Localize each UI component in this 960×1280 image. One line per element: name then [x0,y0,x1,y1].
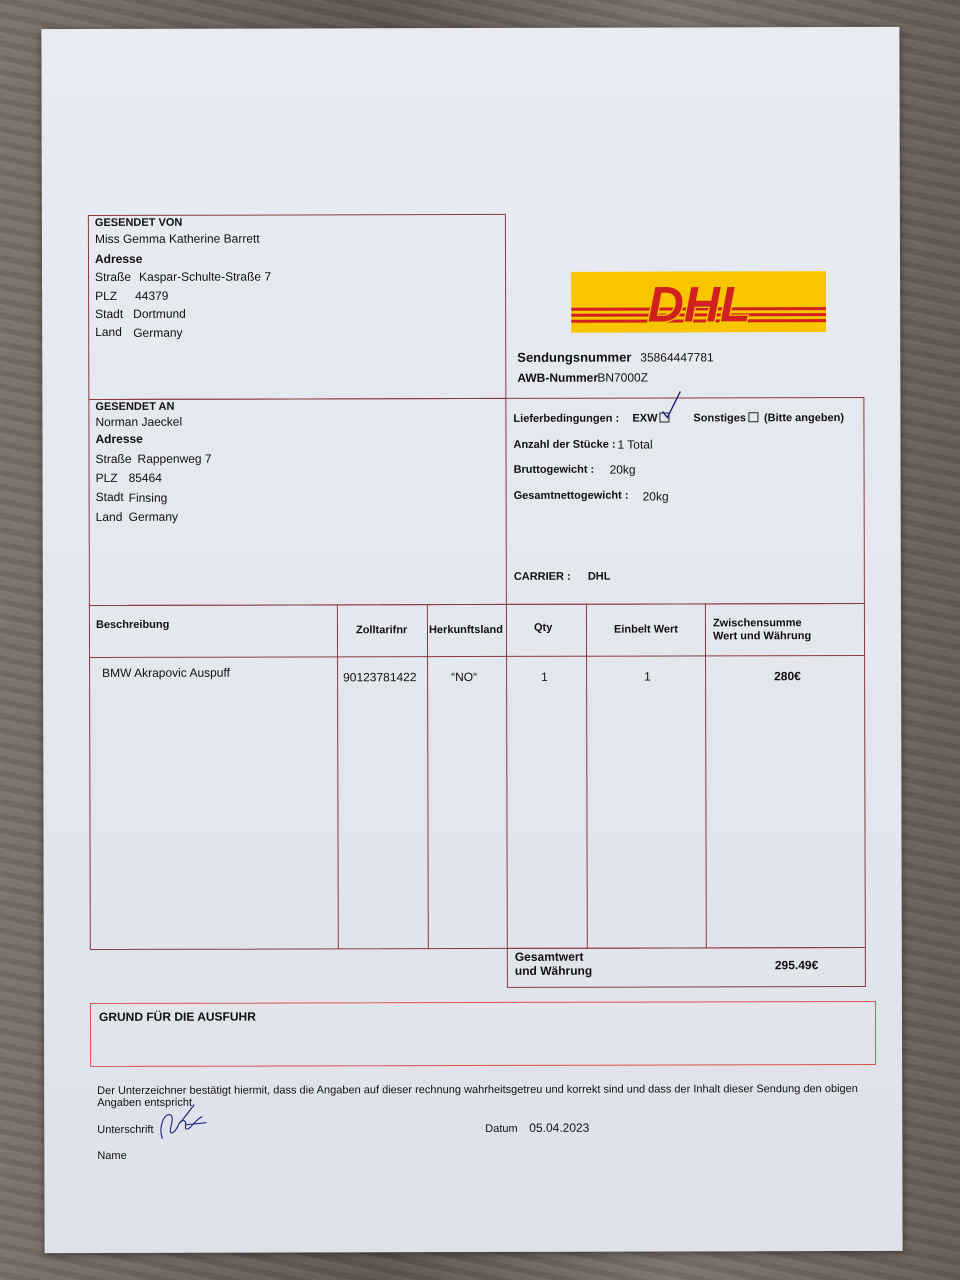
sender-city: Dortmund [133,306,186,321]
other-option [693,412,844,424]
sender-country-label: Land [95,324,122,339]
shipment-number: 35864447781 [640,350,714,365]
other-label: Sonstiges [693,412,747,425]
sender-street-label: Straße [95,269,132,284]
row-qty: 1 [541,669,548,684]
header-description: Beschreibung [95,618,170,631]
header-tariff: Zolltarifnr [355,624,408,637]
sender-zip-label: PLZ [95,288,118,303]
net-weight-value: 20kg [642,489,669,504]
dhl-logo [571,271,826,333]
recipient-address-label: Adresse [95,431,143,446]
dhl-logo-graphic [571,271,826,333]
recipient-zip: 85464 [128,470,162,485]
gross-weight-label: Bruttogewicht : [513,463,595,476]
recipient-city: Finsing [128,490,168,505]
total-label-1: Gesamtwert [514,949,584,964]
shipment-number-label: Sendungsnummer [517,349,632,365]
date-value: 05.04.2023 [529,1120,590,1135]
declaration-text: Der Unterzeichner bestätigt hiermit, dass die Angaben auf dieser rechnung wahrheitsgetreu und korrekt sind und dass der Inhalt dieser Sendung den obigen Angaben entspricht. [97,1082,858,1109]
recipient-country-label: Land [95,509,123,524]
carrier-value: DHL [587,570,611,583]
sender-heading: GESENDET VON [94,216,183,229]
sender-zip: 44379 [135,288,169,303]
header-qty: Qty [533,621,553,634]
invoice-paper [41,27,902,1253]
row-subtotal: 280€ [774,669,801,684]
other-hint: (Bitte angeben) [763,412,845,425]
row-description: BMW Akrapovic Auspuff [102,665,230,680]
signature-label: Unterschrift [97,1123,154,1136]
sender-street: Kaspar-Schulte-Straße 7 [139,269,272,284]
delivery-terms-label: Lieferbedingungen : [513,412,620,425]
recipient-zip-label: PLZ [95,470,118,485]
row-origin: “NO“ [451,669,478,685]
pieces-label: Anzahl der Stücke : [513,438,616,451]
header-subtotal-2: Wert und Währung [712,630,812,643]
recipient-street: Rappenweg 7 [137,451,212,466]
header-origin: Herkunftsland [428,623,503,637]
recipient-street-label: Straße [95,451,132,466]
sender-name: Miss Gemma Katherine Barrett [94,231,260,246]
header-subtotal-1: Zwischensumme [712,617,802,630]
sender-country: Germany [133,325,183,340]
header-unit-value: Einbelt Wert [613,623,678,636]
recipient-terms-box [88,397,865,606]
reason-heading: GRUND FÜR DIE AUSFUHR [98,1009,256,1024]
net-weight-label: Gesamtnettogewicht : [513,489,629,502]
name-label: Name [97,1149,127,1162]
row-tariff: 90123781422 [343,670,417,685]
exw-label: EXW [632,412,658,425]
row-unit-value: 1 [644,669,651,684]
exw-checkmark-icon [660,389,682,419]
pieces-value: 1 Total [617,437,653,452]
total-value: 295.49€ [774,958,819,973]
sender-address-label: Adresse [94,251,143,266]
signature-icon [152,1101,208,1145]
awb-number: BN7000Z [597,370,649,385]
total-label-2: und Währung [514,963,593,978]
recipient-country: Germany [128,509,179,524]
dhl-logo-text: DHL [647,276,751,333]
awb-label: AWB-Nummer [517,370,599,385]
other-checkbox [748,412,758,422]
recipient-name: Norman Jaeckel [95,414,183,429]
sender-city-label: Stadt [95,306,124,321]
carrier-label: CARRIER : [513,570,571,583]
date-label: Datum [485,1122,518,1135]
recipient-heading: GESENDET AN [95,400,175,413]
gross-weight-value: 20kg [609,462,636,477]
recipient-city-label: Stadt [95,489,124,504]
